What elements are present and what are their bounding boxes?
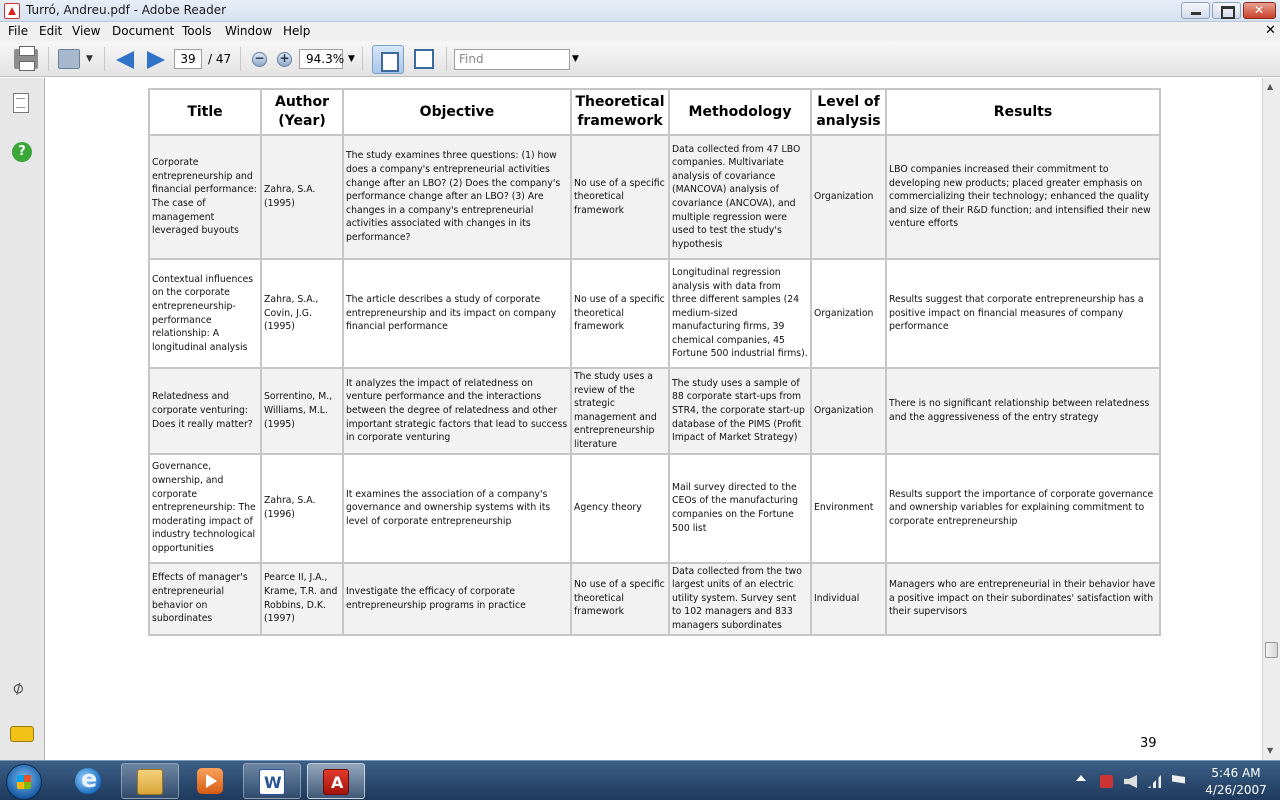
media-player-icon bbox=[197, 768, 223, 794]
menu-bar bbox=[0, 22, 1280, 41]
table-cell: No use of a specific theoretical framework bbox=[571, 563, 669, 635]
table-cell: Individual bbox=[811, 563, 886, 635]
taskbar-word[interactable] bbox=[243, 763, 301, 799]
table-row bbox=[149, 454, 1160, 563]
menu-window[interactable]: Window bbox=[225, 24, 273, 38]
table-cell: Zahra, S.A. (1996) bbox=[261, 454, 343, 563]
taskbar bbox=[0, 760, 1280, 800]
comments-icon[interactable] bbox=[10, 726, 34, 742]
table-cell: Managers who are entrepreneurial in their behavior have a positive impact on their subordinates' satisfaction with their supervisors bbox=[886, 563, 1160, 635]
table-cell: Results support the importance of corporate governance and ownership variables for explaining commitment to corporate entrepreneurship bbox=[886, 454, 1160, 563]
taskbar-file-explorer[interactable] bbox=[121, 763, 179, 799]
page-number: 39 bbox=[1140, 736, 1157, 751]
help-icon[interactable]: ? bbox=[12, 142, 32, 162]
menu-tools[interactable]: Tools bbox=[182, 24, 212, 38]
header-methodology: Methodology bbox=[669, 89, 811, 135]
table-cell: Mail survey directed to the CEOs of the manufacturing companies on the Fortune 500 list bbox=[669, 454, 811, 563]
close-button[interactable] bbox=[1243, 2, 1276, 19]
chevron-down-icon[interactable]: ▼ bbox=[572, 54, 579, 64]
chevron-down-icon[interactable]: ▼ bbox=[348, 54, 355, 64]
table-cell: The study examines three questions: (1) how does a company's entrepreneurial activities change after an LBO? (2) Does the company's performance change after an LBO? (3) Are changes in a company's entrepreneurial activities associated with changes in its performance? bbox=[343, 135, 571, 259]
header-framework: Theoretical framework bbox=[571, 89, 669, 135]
scroll-down-icon[interactable]: ▼ bbox=[1267, 746, 1274, 755]
close-document-icon[interactable]: ✕ bbox=[1265, 23, 1276, 38]
system-tray bbox=[1070, 761, 1280, 800]
table-cell: The study uses a review of the strategic management and entrepreneurship literature bbox=[571, 368, 669, 454]
literature-table bbox=[148, 88, 1161, 636]
table-cell: Organization bbox=[811, 368, 886, 454]
taskbar-internet-explorer[interactable] bbox=[60, 763, 118, 799]
maximize-button[interactable] bbox=[1212, 2, 1241, 19]
table-cell: Organization bbox=[811, 259, 886, 368]
toolbar bbox=[0, 41, 1280, 77]
navigation-pane bbox=[0, 78, 45, 760]
document-view[interactable] bbox=[46, 78, 1262, 760]
table-cell: Sorrentino, M., Williams, M.L. (1995) bbox=[261, 368, 343, 454]
zoom-out-icon[interactable] bbox=[252, 52, 267, 67]
table-row bbox=[149, 563, 1160, 635]
table-cell: There is no significant relationship between relatedness and the aggressiveness of the entry strategy bbox=[886, 368, 1160, 454]
window-title: Turró, Andreu.pdf - Adobe Reader bbox=[26, 3, 227, 17]
header-objective: Objective bbox=[343, 89, 571, 135]
security-icon[interactable] bbox=[1100, 775, 1113, 788]
taskbar-adobe-reader[interactable] bbox=[307, 763, 365, 799]
table-cell: Longitudinal regression analysis with data from three different samples (24 medium-sized manufacturing firms, 39 chemical companies, 45 Fortune 500 industrial firms). bbox=[669, 259, 811, 368]
show-hidden-icons-icon[interactable] bbox=[1076, 775, 1086, 781]
table-header-row bbox=[149, 89, 1160, 135]
table-cell: Governance, ownership, and corporate entrepreneurship: The moderating impact of industry technological opportunities bbox=[149, 454, 261, 563]
table-cell: It analyzes the impact of relatedness on venture performance and the interactions between the degree of relatedness and other important strategic factors that lead to success in corporate venturing bbox=[343, 368, 571, 454]
fit-width-icon[interactable] bbox=[372, 45, 404, 74]
table-cell: Pearce II, J.A., Krame, T.R. and Robbins, D.K. (1997) bbox=[261, 563, 343, 635]
table-cell: Zahra, S.A. (1995) bbox=[261, 135, 343, 259]
adobe-reader-icon bbox=[323, 769, 349, 795]
table-row bbox=[149, 368, 1160, 454]
table-cell: Contextual influences on the corporate entrepreneurship-performance relationship: A longitudinal analysis bbox=[149, 259, 261, 368]
title-bar bbox=[0, 0, 1280, 22]
table-row bbox=[149, 259, 1160, 368]
header-results: Results bbox=[886, 89, 1160, 135]
find-input[interactable]: Find bbox=[454, 49, 570, 70]
print-icon[interactable] bbox=[14, 49, 38, 69]
table-cell: The study uses a sample of 88 corporate start-ups from STR4, the corporate start-up database of the PIMS (Profit Impact of Market Strategy) bbox=[669, 368, 811, 454]
table-cell: Data collected from 47 LBO companies. Multivariate analysis of covariance (MANCOVA) analysis of covariance (ANCOVA), and multiple regression were used to test the study's hypothesis bbox=[669, 135, 811, 259]
word-icon bbox=[259, 769, 285, 795]
fit-page-icon[interactable] bbox=[414, 49, 434, 69]
internet-explorer-icon bbox=[75, 768, 101, 794]
table-cell: It examines the association of a company's governance and ownership systems with its level of corporate entrepreneurship bbox=[343, 454, 571, 563]
toolbar-separator bbox=[104, 47, 105, 71]
table-cell: Agency theory bbox=[571, 454, 669, 563]
toolbar-separator bbox=[240, 47, 241, 71]
search-tool-icon[interactable] bbox=[58, 49, 80, 69]
menu-document[interactable]: Document bbox=[112, 24, 175, 38]
chevron-down-icon[interactable]: ▼ bbox=[86, 54, 93, 64]
toolbar-separator bbox=[446, 47, 447, 71]
table-row bbox=[149, 135, 1160, 259]
table-cell: Data collected from the two largest units of an electric utility system. Survey sent to 102 managers and 833 managers subordinates bbox=[669, 563, 811, 635]
table-cell: No use of a specific theoretical framework bbox=[571, 135, 669, 259]
toolbar-separator bbox=[362, 47, 363, 71]
header-author: Author (Year) bbox=[261, 89, 343, 135]
header-level: Level of analysis bbox=[811, 89, 886, 135]
folder-icon bbox=[137, 769, 163, 795]
minimize-button[interactable] bbox=[1181, 2, 1210, 19]
zoom-level-input[interactable]: 94.3% bbox=[299, 49, 343, 69]
table-cell: The article describes a study of corporate entrepreneurship and its impact on company financial performance bbox=[343, 259, 571, 368]
clock-time[interactable]: 5:46 AM bbox=[1211, 766, 1261, 780]
taskbar-media-player[interactable] bbox=[182, 763, 240, 799]
pages-icon[interactable] bbox=[13, 93, 29, 113]
table-cell: LBO companies increased their commitment to developing new products; placed greater emphasis on commercializing their technology; enhanced the quality and size of their R&D function; and intensified their new venture efforts bbox=[886, 135, 1160, 259]
attachment-icon[interactable]: ⌀ bbox=[7, 676, 28, 700]
toolbar-separator bbox=[48, 47, 49, 71]
network-icon[interactable] bbox=[1148, 775, 1161, 788]
table-cell: Corporate entrepreneurship and financial performance: The case of management leveraged buyouts bbox=[149, 135, 261, 259]
adobe-reader-icon bbox=[4, 3, 20, 19]
menu-edit[interactable]: Edit bbox=[39, 24, 63, 38]
scroll-thumb[interactable] bbox=[1265, 642, 1278, 658]
scroll-up-icon[interactable]: ▲ bbox=[1267, 82, 1274, 91]
previous-page-icon[interactable] bbox=[116, 51, 134, 69]
clock-date[interactable]: 4/26/2007 bbox=[1205, 783, 1267, 797]
table-cell: Results suggest that corporate entrepreneurship has a positive impact on financial measures of company performance bbox=[886, 259, 1160, 368]
action-center-flag-icon[interactable] bbox=[1172, 775, 1185, 788]
table-cell: Relatedness and corporate venturing: Does it really matter? bbox=[149, 368, 261, 454]
table-cell: Effects of manager's entrepreneurial behavior on subordinates bbox=[149, 563, 261, 635]
page-number-input[interactable]: 39 bbox=[174, 49, 202, 69]
volume-icon[interactable] bbox=[1124, 775, 1137, 788]
table-cell: Environment bbox=[811, 454, 886, 563]
menu-view[interactable]: View bbox=[72, 24, 101, 38]
table-cell: Organization bbox=[811, 135, 886, 259]
next-page-icon[interactable] bbox=[147, 51, 165, 69]
vertical-scrollbar[interactable] bbox=[1262, 78, 1280, 760]
header-title: Title bbox=[149, 89, 261, 135]
table-cell: Zahra, S.A., Covin, J.G. (1995) bbox=[261, 259, 343, 368]
start-button[interactable] bbox=[6, 764, 42, 800]
menu-help[interactable]: Help bbox=[283, 24, 311, 38]
menu-file[interactable]: File bbox=[8, 24, 29, 38]
page-total: / 47 bbox=[208, 52, 232, 66]
table-cell: No use of a specific theoretical framework bbox=[571, 259, 669, 368]
zoom-in-icon[interactable] bbox=[277, 52, 292, 67]
table-cell: Investigate the efficacy of corporate entrepreneurship programs in practice bbox=[343, 563, 571, 635]
